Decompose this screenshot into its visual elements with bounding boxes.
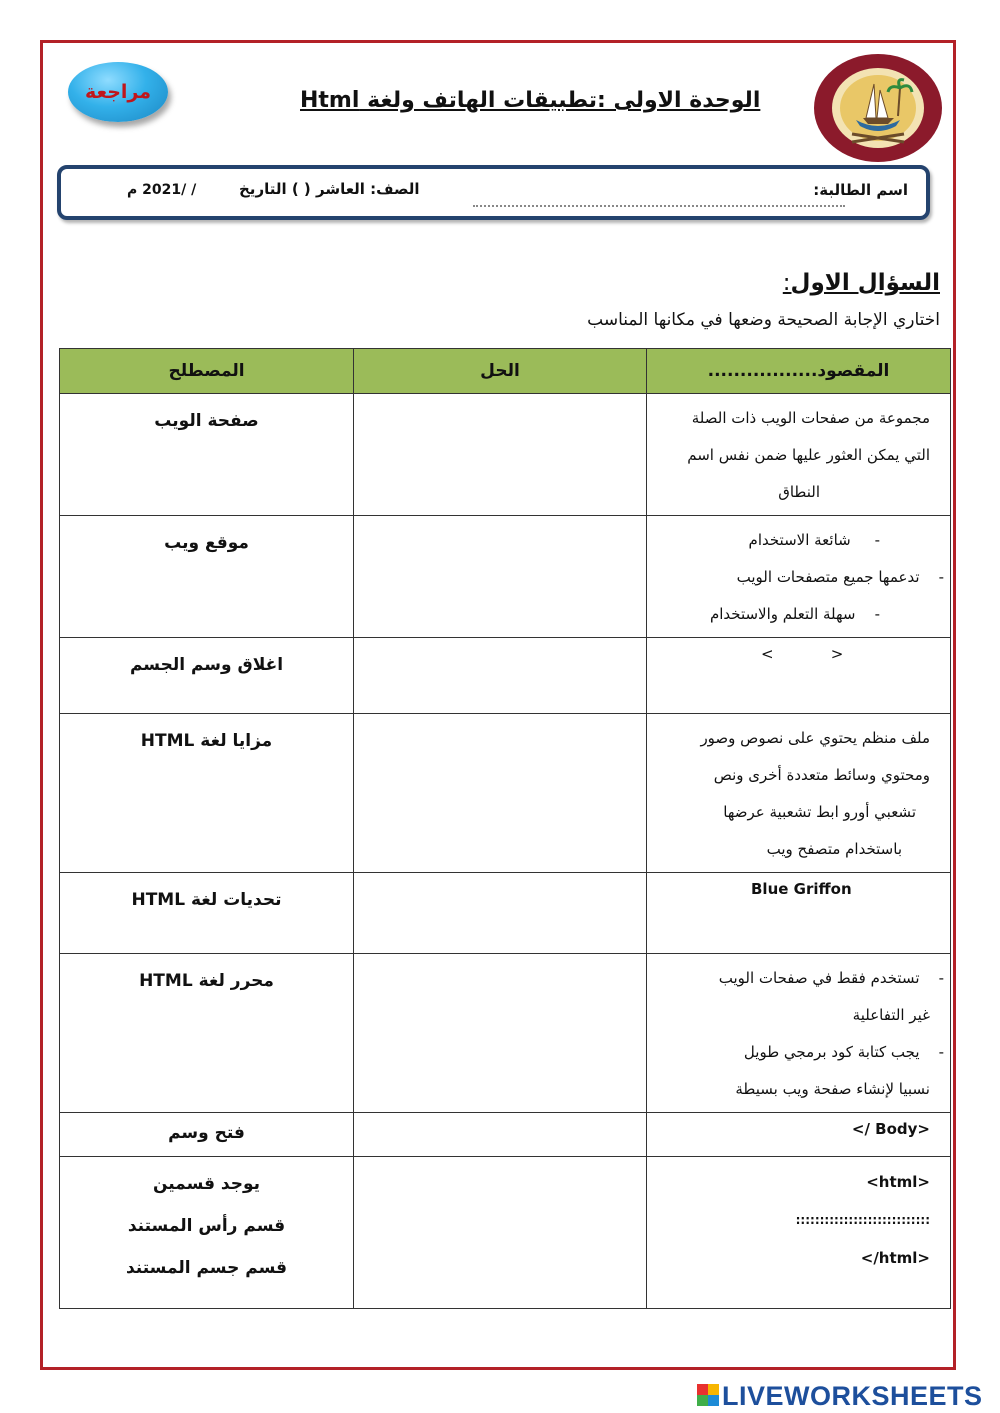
term-label: اغلاق وسم الجسم [129, 655, 284, 675]
meaning-cell [647, 516, 951, 638]
meaning-cell [647, 873, 951, 954]
matching-table [59, 348, 951, 1309]
meaning-line: - تدعمها جميع متصفحات الويب [736, 568, 944, 586]
meaning-line: ومحتوي وسائط متعددة أخرى ونص [713, 766, 930, 784]
liveworksheets-logo-text: LIVEWORKSHEETS [722, 1381, 983, 1411]
table-row [60, 1157, 951, 1309]
liveworksheets-logo-icon [697, 1384, 719, 1406]
meaning-cell [647, 954, 951, 1113]
meaning-line: النطاق [778, 483, 820, 501]
meaning-line: التي يمكن العثور عليها ضمن نفس اسم [687, 446, 930, 464]
meaning-cell [647, 1113, 951, 1157]
header-solution: الحل [354, 349, 647, 394]
meaning-line: - تستخدم فقط في صفحات الويب [718, 969, 944, 987]
unit-title: الوحدة الاولى :تطبيقات الهاتف ولغة Html [300, 88, 761, 113]
meaning-cell [647, 1157, 951, 1309]
student-info-box [57, 165, 930, 220]
term-cell[interactable] [60, 638, 354, 714]
review-badge [68, 62, 168, 122]
qatar-ministry-seal [808, 50, 948, 170]
meaning-line: تشعبي أورو ابط تشعبية عرضها [723, 803, 916, 821]
student-name-label: اسم الطالبة: [813, 181, 908, 199]
table-header-row [60, 349, 951, 394]
table-row [60, 394, 951, 516]
question-heading-colon: : [782, 270, 791, 296]
question-heading [783, 270, 940, 296]
solution-drop-cell[interactable] [354, 394, 647, 516]
table-row [60, 873, 951, 954]
term-label: قسم رأس المستند [127, 1216, 286, 1236]
meaning-cell [647, 714, 951, 873]
liveworksheets-logo [722, 1381, 983, 1412]
table-row [60, 638, 951, 714]
meaning-line: - يجب كتابة كود برمجي طويل [743, 1043, 944, 1061]
term-cell[interactable] [60, 873, 354, 954]
solution-drop-cell[interactable] [354, 714, 647, 873]
meaning-line: Blue Griffon [751, 880, 852, 898]
term-cell[interactable] [60, 954, 354, 1113]
term-cell[interactable] [60, 516, 354, 638]
meaning-line: - سهلة التعلم والاستخدام [709, 605, 880, 623]
meaning-cell [647, 394, 951, 516]
table-row [60, 516, 951, 638]
term-label: مزايا لغة HTML [140, 731, 273, 751]
table-row [60, 714, 951, 873]
meaning-line: نسبيا لإنشاء صفحة ويب بسيطة [735, 1080, 930, 1098]
meaning-line: :::::::::::::::::::::::::::: [795, 1213, 930, 1227]
term-cell[interactable] [60, 714, 354, 873]
table-row [60, 1113, 951, 1157]
solution-drop-cell[interactable] [354, 873, 647, 954]
meaning-cell [647, 638, 951, 714]
solution-drop-cell[interactable] [354, 516, 647, 638]
meaning-line: <html> [866, 1173, 930, 1191]
term-label: فتح وسم [168, 1123, 245, 1143]
meaning-line: </ Body> [851, 1120, 930, 1138]
solution-drop-cell[interactable] [354, 1157, 647, 1309]
date-year: / /2021 م [127, 182, 197, 198]
meaning-line: ملف منظم يحتوي على نصوص وصور [700, 729, 930, 747]
term-cell[interactable] [60, 394, 354, 516]
question-heading-text: السؤال الاول [790, 270, 940, 296]
question-instruction: اختاري الإجابة الصحيحة وضعها في مكانها المناسب [587, 310, 940, 330]
student-name-field[interactable] [473, 205, 845, 207]
term-cell[interactable] [60, 1113, 354, 1157]
meaning-line: </html> [860, 1249, 930, 1267]
meaning-line: غير التفاعلية [852, 1006, 930, 1024]
class-date-label: الصف: العاشر ( ) التاريخ [239, 180, 420, 198]
term-cell[interactable] [60, 1157, 354, 1309]
meaning-line: باستخدام متصفح ويب [766, 840, 902, 858]
meaning-line: - شائعة الاستخدام [748, 531, 880, 549]
term-label: قسم جسم المستند [125, 1258, 288, 1278]
solution-drop-cell[interactable] [354, 954, 647, 1113]
meaning-line: مجموعة من صفحات الويب ذات الصلة [691, 409, 930, 427]
review-badge-label: مراجعة [84, 81, 152, 103]
term-label: يوجد قسمين [152, 1174, 261, 1194]
header-term: المصطلح [60, 349, 354, 394]
solution-drop-cell[interactable] [354, 638, 647, 714]
header-meaning: المقصود................. [647, 349, 951, 394]
term-label: تحديات لغة HTML [131, 890, 282, 910]
term-label: محرر لغة HTML [139, 971, 274, 991]
meaning-line: < > [761, 645, 844, 663]
table-row [60, 954, 951, 1113]
term-label: صفحة الويب [154, 411, 259, 431]
term-label: موقع ويب [164, 533, 249, 553]
solution-drop-cell[interactable] [354, 1113, 647, 1157]
